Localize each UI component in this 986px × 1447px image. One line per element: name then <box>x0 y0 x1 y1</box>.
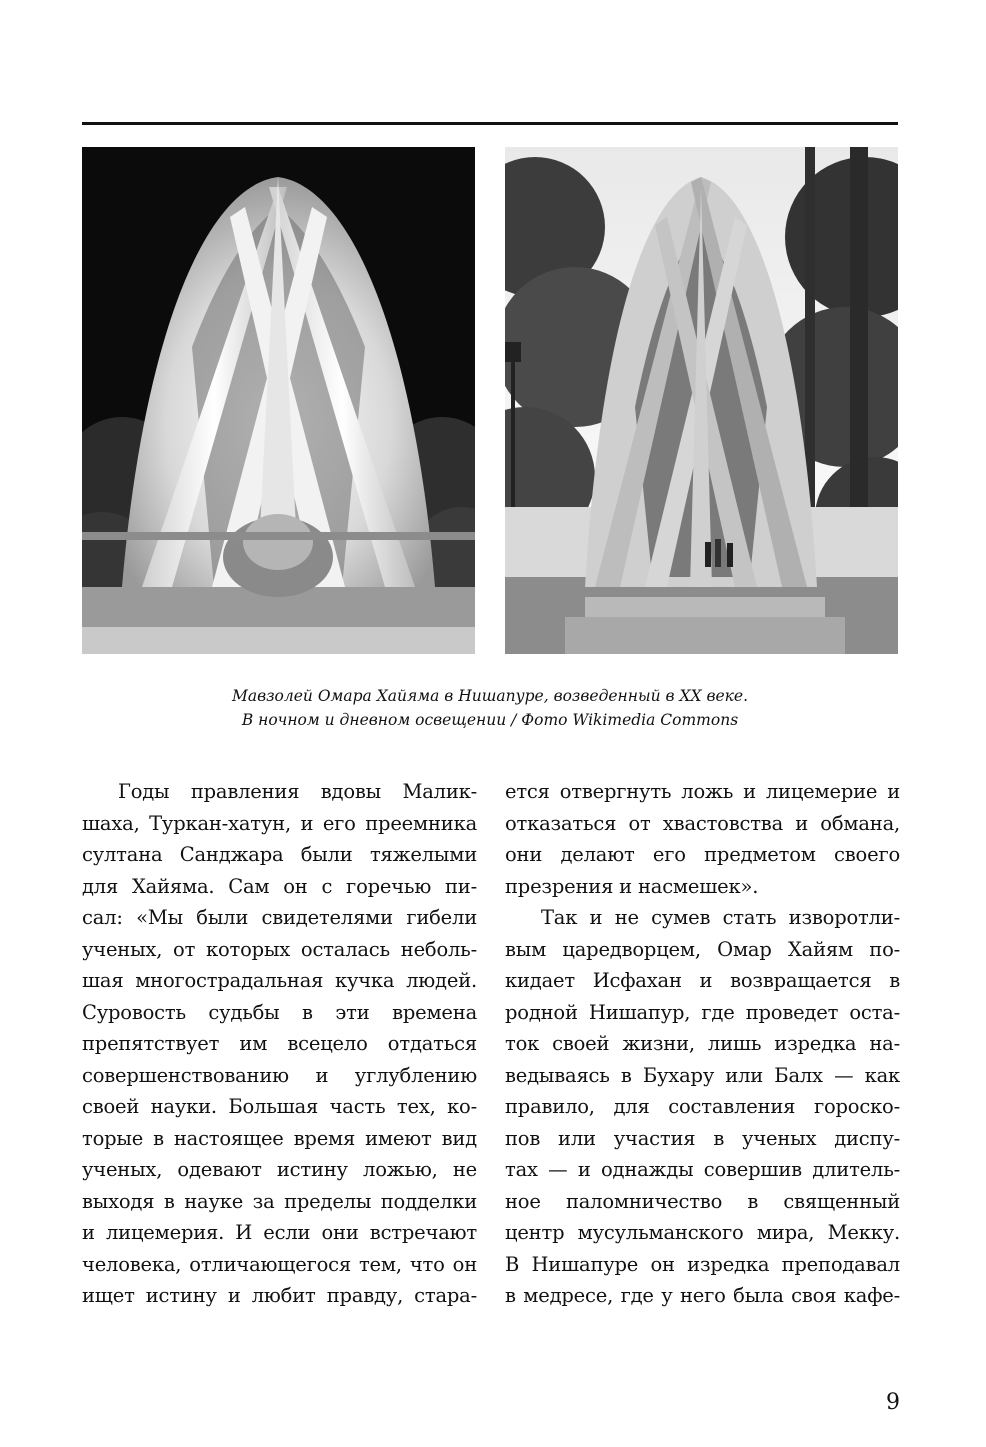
mausoleum-night-photo <box>82 147 475 654</box>
text-line: Суровость судьбы в эти времена <box>82 1000 477 1024</box>
caption-line-1: Мавзолей Омара Хайяма в Нишапуре, возведенный в XX веке. <box>231 687 749 705</box>
text-line: ется отвергнуть ложь и лицемерие и <box>505 780 900 803</box>
page-number: 9 <box>886 1390 900 1415</box>
text-line: в медресе, где у него была своя кафе- <box>505 1284 900 1307</box>
text-line: ведываясь в Бухару или Балх — как <box>505 1063 900 1087</box>
text-line: В Нишапуре он изредка преподавал <box>505 1252 900 1276</box>
text-line: презрения и насмешек». <box>505 874 759 898</box>
text-line: своей науки. Большая часть тех, ко- <box>82 1095 477 1118</box>
text-line: центр мусульманского мира, Мекку. <box>505 1221 900 1244</box>
right-column <box>505 776 900 1312</box>
text-line: препятствует им всецело отдаться <box>82 1032 477 1055</box>
caption-line-2: В ночном и дневном освещении / Фото Wikimedia Commons <box>241 711 739 729</box>
text-line: отказаться от хвастовства и обмана, <box>505 811 900 835</box>
text-line: вым царедворцем, Омар Хайям по- <box>505 937 900 961</box>
mausoleum-day-photo <box>505 147 898 654</box>
text-line: выходя в науке за пределы подделки <box>82 1189 477 1213</box>
text-line: султана Санджара были тяжелыми <box>82 843 477 866</box>
text-line: для Хайяма. Сам он с горечью пи- <box>82 874 477 898</box>
header-rule <box>82 122 898 125</box>
text-line: сал: «Мы были свидетелями гибели <box>82 906 477 929</box>
text-line: и лицемерия. И если они встречают <box>82 1221 477 1244</box>
text-line: тах — и однажды совершив длитель- <box>505 1158 900 1181</box>
text-line: Так и не сумев стать изворотли- <box>541 906 900 929</box>
text-line: пов или участия в ученых диспу- <box>505 1126 900 1150</box>
text-line: они делают его предметом своего <box>505 843 900 866</box>
text-line: шаха, Туркан-хатун, и его преемника <box>82 811 477 835</box>
text-line: человека, отличающегося тем, что он <box>82 1252 477 1276</box>
figure-caption <box>82 684 898 732</box>
text-line: совершенствованию и углублению <box>82 1063 477 1087</box>
text-line: Годы правления вдовы Малик- <box>118 780 477 803</box>
text-line: ищет истину и любит правду, стара- <box>82 1284 477 1307</box>
text-line: ученых, от которых осталась неболь- <box>82 937 477 961</box>
text-line: правило, для составления гороско- <box>505 1095 900 1118</box>
text-line: родной Нишапур, где проведет оста- <box>505 1000 900 1024</box>
text-line: ток своей жизни, лишь изредка на- <box>505 1032 900 1055</box>
text-line: ученых, одевают истину ложью, не <box>82 1158 477 1181</box>
text-line: шая многострадальная кучка людей. <box>82 969 477 992</box>
text-line: ное паломничество в священный <box>505 1189 900 1213</box>
text-line: торые в настоящее время имеют вид <box>82 1126 477 1150</box>
left-column <box>82 776 477 1312</box>
text-line: кидает Исфахан и возвращается в <box>505 969 900 992</box>
